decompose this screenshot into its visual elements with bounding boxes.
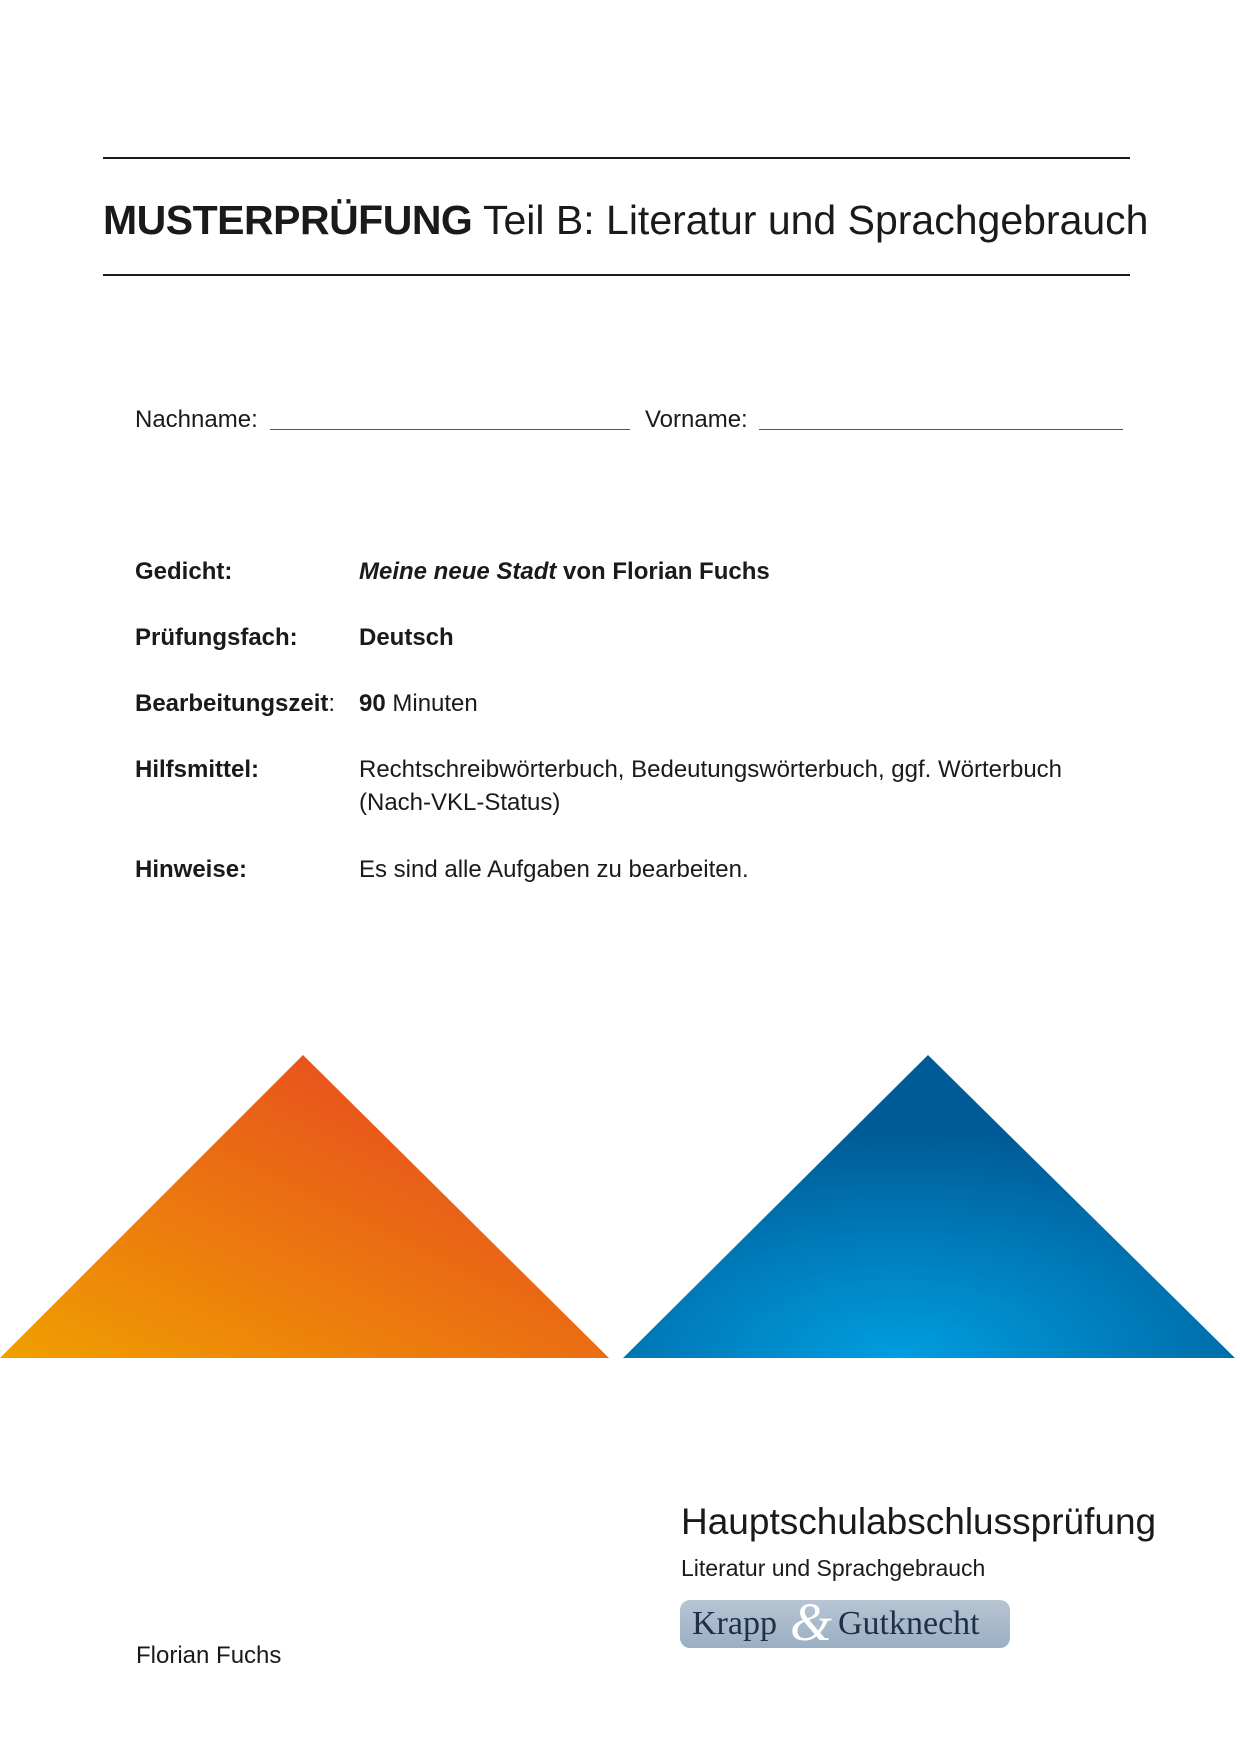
hilfsmittel-label: Hilfsmittel:	[135, 756, 260, 783]
fach-label: Prüfungsfach:	[135, 624, 298, 651]
zeit-label-colon: :	[328, 690, 336, 717]
blue-triangle	[623, 1055, 1235, 1358]
decorative-triangles	[0, 1050, 1240, 1370]
lastname-line[interactable]	[270, 429, 630, 430]
zeit-number: 90	[359, 690, 386, 717]
name-fields	[135, 400, 1130, 440]
title-bold: MUSTERPRÜFUNG	[103, 197, 473, 243]
zeit-label	[135, 687, 335, 720]
title-rest: Teil B: Literatur und Sprachgebrauch	[472, 197, 1149, 243]
lastname-label: Nachname:	[135, 406, 258, 433]
poem-author: von Florian Fuchs	[556, 558, 770, 585]
top-rule	[103, 157, 1130, 159]
bottom-rule	[103, 274, 1130, 276]
zeit-label-text: Bearbeitungszeit	[135, 690, 329, 717]
orange-triangle	[0, 1055, 609, 1358]
footer-title: Hauptschulabschlussprüfung	[681, 1501, 1157, 1542]
fach-value: Deutsch	[359, 624, 454, 651]
page-title	[103, 192, 1149, 248]
poem-title: Meine neue Stadt	[359, 558, 557, 585]
hilfsmittel-value: Rechtschreibwörterbuch, Bedeutungswörterbuch, ggf. Wörterbuch (Nach-VKL-Status)	[359, 756, 1063, 816]
gedicht-label: Gedicht:	[135, 558, 233, 585]
firstname-label: Vorname:	[645, 406, 748, 433]
footer-subtitle: Literatur und Sprachgebrauch	[681, 1555, 986, 1581]
zeit-unit: Minuten	[385, 690, 478, 717]
hinweise-label: Hinweise:	[135, 856, 248, 883]
zeit-value	[359, 687, 1129, 720]
firstname-line[interactable]	[759, 429, 1123, 430]
publisher-left: Krapp	[692, 1605, 777, 1642]
author-name: Florian Fuchs	[136, 1642, 282, 1669]
publisher-right: Gutknecht	[838, 1605, 980, 1642]
publisher-ampersand: &	[790, 1600, 833, 1648]
hinweise-value: Es sind alle Aufgaben zu bearbeiten.	[359, 856, 749, 883]
publisher-logo	[680, 1600, 1010, 1648]
gedicht-value	[359, 555, 1129, 588]
